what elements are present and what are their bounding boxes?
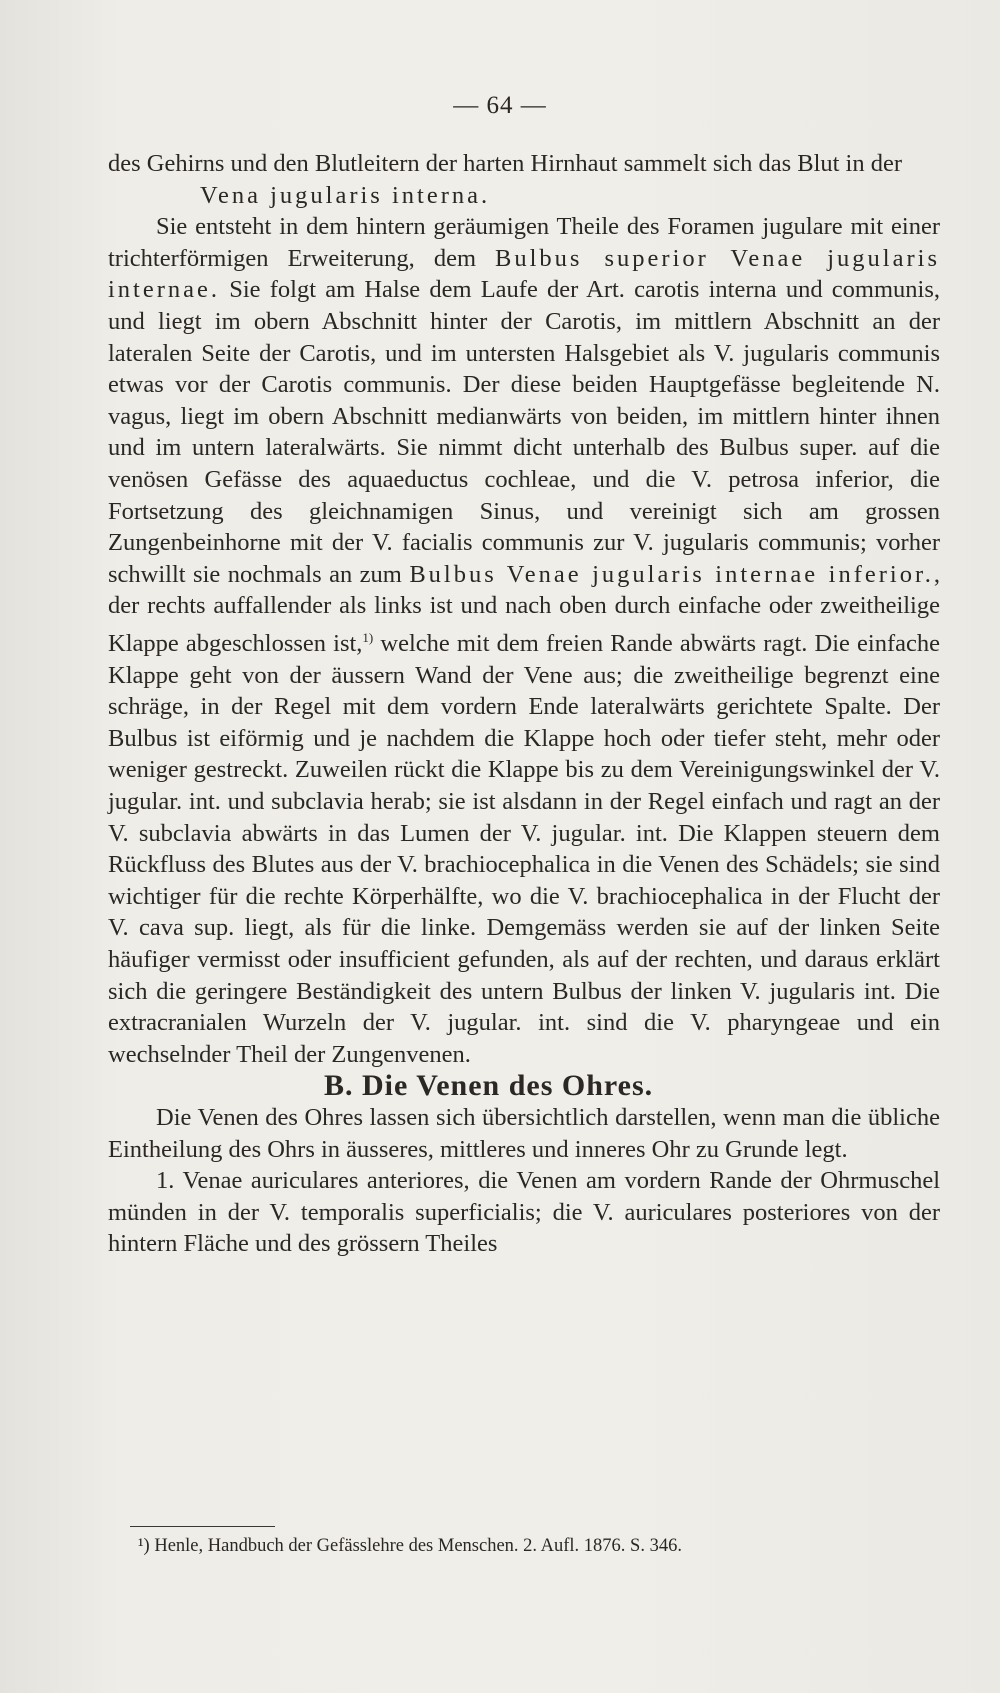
section-heading: B. Die Venen des Ohres. xyxy=(324,1069,654,1103)
paragraph-text: welche mit dem freien Rande abwärts ragt. Die einfache Klappe geht von der äussern Wand der Vene aus; die zweitheilige begrenzt eine schräge, in der Regel mit dem vordern Ende lateralwärts gerichtete Spalte. Der Bulbus ist eiförmig und je nachdem die Klappe hoch oder tiefer steht, mehr oder weniger gestreckt. Zuweilen rückt die Klappe bis zu dem Vereinigungswinkel der V. jugular. int. und subclavia herab; sie ist alsdann in der Regel einfach und ragt an der V. subclavia abwärts in das Lumen der V. jugular. int. Die Klappen steuern dem Rückfluss des Blutes aus der V. brachiocephalica in die Venen des Schädels; sie sind wichtiger für die rechte Körperhälfte, wo die V. brachiocephalica in der Flucht der V. cava sup. liegt, als für die linke. Demgemäss werden sie auf der linken Seite häufiger vermisst oder insufficient gefunden, als auf der rechten, und daraus erklärt sich die geringere Beständigkeit des untern Bulbus der linken V. jugularis int. Die extracranialen Wurzeln der V. jugular. int. sind die V. pharyngeae und ein wechselnder Theil der Zungenvenen. xyxy=(108,630,940,1068)
spaced-term: Bulbus Venae jugularis internae inferior. xyxy=(409,560,934,588)
paragraph-text: , der rechts auffallender als links ist und nach oben durch einfache oder zweitheilige Klappe abgeschlossen ist, xyxy=(108,560,940,658)
paragraph-vena-jugularis xyxy=(108,211,940,1070)
spaced-term: Bulbus superior Venae jugularis internae. xyxy=(108,244,940,304)
paragraph-intro: des Gehirns und den Blutleitern der harten Hirnhaut sammelt sich das Blut in der xyxy=(108,150,903,177)
footnote: ¹) Henle, Handbuch der Gefässlehre des Menschen. 2. Aufl. 1876. S. 346. xyxy=(138,1536,682,1556)
footnote-ref: 1) xyxy=(362,629,374,645)
body-text xyxy=(108,148,940,1260)
paragraph-text: Sie entsteht in dem hintern geräumigen Theile des Foramen jugulare mit einer trichterförmigen Erweiterung, dem xyxy=(108,213,940,272)
paragraph-ohr-intro: Die Venen des Ohres lassen sich übersichtlich darstellen, wenn man die übliche Eintheilung des Ohrs in äusseres, mittleres und inneres Ohr zu Grunde legt. xyxy=(108,1103,940,1163)
footnote-divider xyxy=(130,1526,275,1527)
paragraph-auriculares: 1. Venae auriculares anteriores, die Venen am vordern Rande der Ohrmuschel münden in der V. temporalis superficialis; die V. auriculares posteriores von der hintern Fläche und des grössern Theiles xyxy=(108,1167,940,1258)
vena-heading: Vena jugularis interna. xyxy=(200,181,491,209)
paragraph-text: Sie folgt am Halse dem Laufe der Art. carotis interna und communis, und liegt im obern Abschnitt hinter der Carotis, im mittlern Abschnitt an der lateralen Seite der Carotis, und im untersten Halsgebiet als V. jugularis communis etwas vor der Carotis communis. Der diese beiden Hauptgefässe begleitende N. vagus, liegt im obern Abschnitt medianwärts von beiden, im mittlern hinter ihnen und im untern lateralwärts. Sie nimmt dicht unterhalb des Bulbus super. auf die venösen Gefässe des aquaeductus cochleae, und die V. petrosa inferior, die Fortsetzung des gleichnamigen Sinus, und vereinigt sich am grossen Zungenbeinhorne mit der V. facialis communis zur V. jugularis communis; vorher schwillt sie nochmals an zum xyxy=(108,276,940,588)
page-number: — 64 — xyxy=(453,92,547,119)
